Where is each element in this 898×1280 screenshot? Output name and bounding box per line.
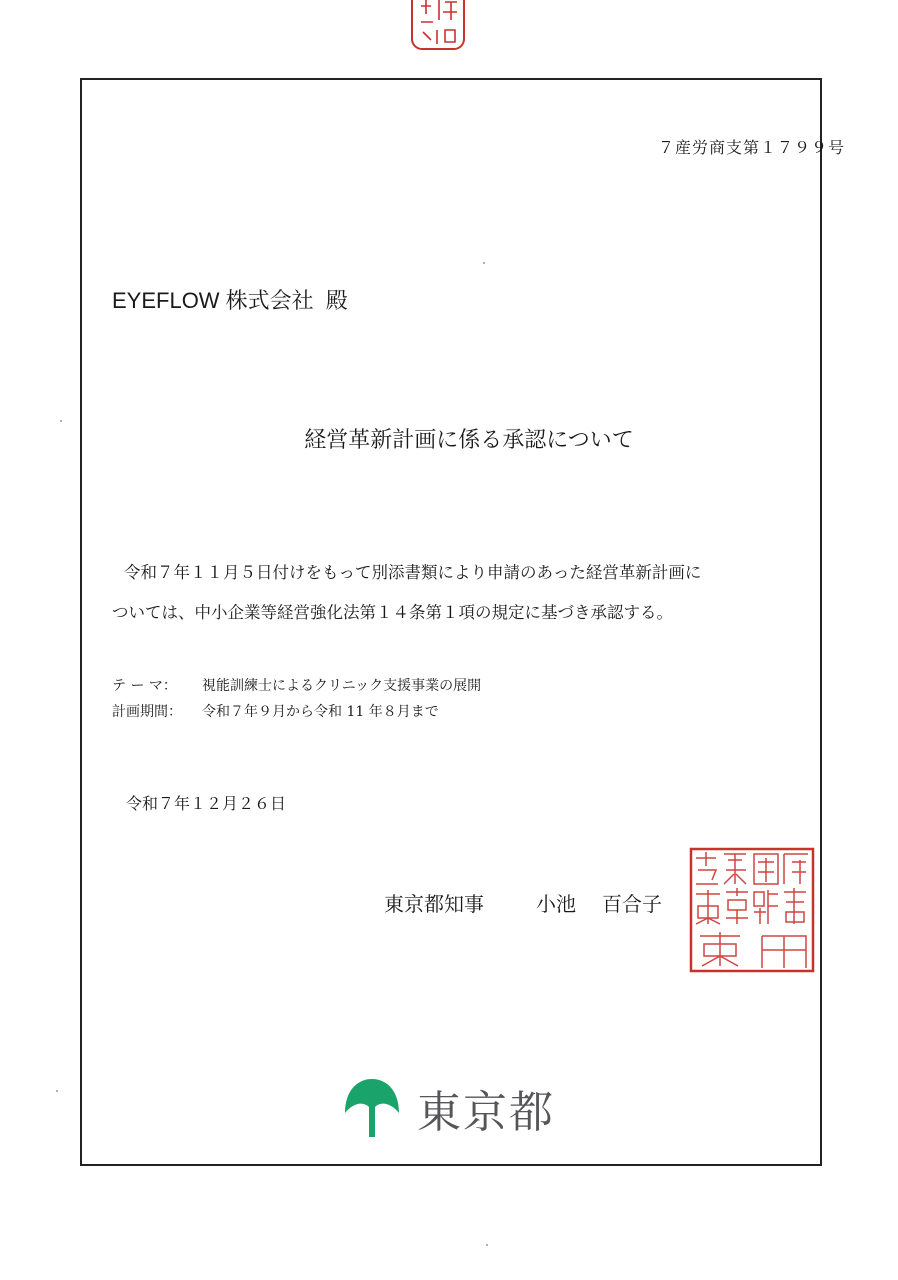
detail-row-theme (112, 673, 481, 699)
addressee (112, 284, 348, 315)
detail-label: テ ー マ： (112, 678, 177, 694)
signatory-title: 東京都知事 (384, 892, 484, 916)
detail-value: 視能訓練士によるクリニック支援事業の展開 (202, 678, 482, 694)
document-subject: 経営革新計画に係る承認について (304, 428, 634, 453)
document-number: ７産労商支第１７９９号 (657, 138, 845, 157)
detail-value: 令和７年９月から令和 11 年８月まで (202, 704, 439, 720)
signatory-surname: 小池 (536, 892, 576, 916)
addressee-company: EYEFLOW 株式会社 (112, 288, 314, 313)
logo-text: 東京都 (417, 1087, 555, 1138)
document-body (112, 553, 782, 633)
signatory (384, 888, 662, 917)
ginkgo-leaf-icon (343, 1077, 401, 1139)
plan-details (112, 673, 481, 725)
tokyo-logo (343, 1076, 555, 1140)
detail-row-period (112, 699, 481, 725)
body-line: ついては、中小企業等経営強化法第１４条第１項の規定に基づき承認する。 (112, 603, 673, 622)
body-line: 令和７年１１月５日付けをもって別添書類により申請のあった経営革新計画に (124, 563, 702, 582)
issue-date: 令和７年１２月２６日 (126, 794, 287, 813)
addressee-honorific: 殿 (325, 288, 348, 313)
official-seal-icon (688, 846, 816, 974)
signatory-given-name: 百合子 (602, 892, 662, 916)
top-seal-icon (409, 0, 467, 52)
detail-label: 計画期間： (112, 704, 182, 720)
